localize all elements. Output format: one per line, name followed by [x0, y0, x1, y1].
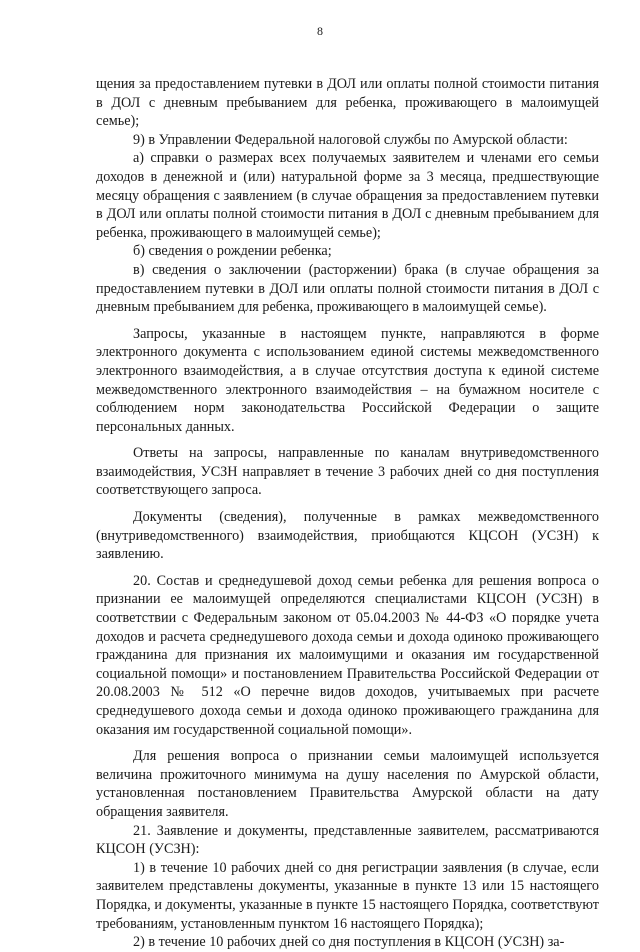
paragraph-requests: Запросы, указанные в настоящем пункте, направляются в форме электронного документа с использованием единой системы межведомственного электронного взаимодействия, а в случае отсутствия доступа к единой системе межведомственного электронного взаимодействия – на бумажном носителе с соблюдением норм законодательства Российской Федерации о защите персональных данных. — [96, 325, 599, 435]
paragraph-continuation: щения за предоставлением путевки в ДОЛ или оплаты полной стоимости питания в ДОЛ с дневным пребыванием для ребенка, проживающего в малоимущей семье); — [96, 76, 599, 130]
paragraph-responses: Ответы на запросы, направленные по каналам внутриведомственного взаимодействия, УСЗН направляет в течение 3 рабочих дней со дня поступления соответствующего запроса. — [96, 445, 599, 499]
paragraph-subitem-v: в) сведения о заключении (расторжении) брака (в случае обращения за предоставлением путевки в ДОЛ или оплаты полной стоимости питания в ДОЛ с дневным пребыванием для ребенка, проживающего в малоимущей семье). — [96, 261, 599, 316]
paragraph-subitem-b: б) сведения о рождении ребенка; — [133, 243, 332, 260]
paragraph-item-20: 20. Состав и среднедушевой доход семьи ребенка для решения вопроса о признании ее малоимущей определяются специалистами КЦСОН (УСЗН) в соответствии с Федеральным законом от 05.04.2003 № 44-ФЗ «О порядке учета доходов и расчета среднедушевого дохода семьи и дохода одиноко проживающего гражданина для признания их малоимущими и оказания им государственной социальной помощи» и постановлением Правительства Российской Федерации от 20.08.2003 № 512 «О перечне видов доходов, учитываемых при расчете среднедушевого дохода семьи и дохода одиноко проживающего гражданина для оказания им государственной социальной помощи». — [96, 572, 599, 738]
paragraph-documents: Документы (сведения), полученные в рамках межведомственного (внутриведомственного) взаимодействия, приобщаются КЦСОН (УСЗН) к заявлению. — [96, 509, 599, 563]
paragraph-item-21-1: 1) в течение 10 рабочих дней со дня регистрации заявления (в случае, если заявителем представлены документы, указанные в пункте 13 или 15 настоящего Порядка, и документы, указанные в пункте 15 настоящего Порядка, соответствуют требованиям, установленным пунктом 16 настоящего Порядка); — [96, 859, 599, 932]
paragraph-item-21: 21. Заявление и документы, представленные заявителем, рассматриваются КЦСОН (УСЗН): — [96, 822, 599, 858]
paragraph-subitem-a: а) справки о размерах всех получаемых заявителем и членами его семьи доходов в денежной и (или) натуральной форме за 3 месяца, предшествующие месяцу обращения с заявлением (в случае обращения за предоставлением путевки в ДОЛ или оплаты полной стоимости питания в ДОЛ с дневным пребыванием для ребенка, проживающего в малоимущей семье); — [96, 150, 599, 241]
paragraph-subsistence-minimum: Для решения вопроса о признании семьи малоимущей используется величина прожиточного минимума на душу населения по Амурской области, установленная постановлением Правительства Амурской области на дату обращения заявителя. — [96, 748, 599, 820]
document-body — [96, 75, 599, 952]
paragraph-item-9: 9) в Управлении Федеральной налоговой службы по Амурской области: — [133, 131, 568, 148]
paragraph-item-21-2: 2) в течение 10 рабочих дней со дня поступления в КЦСОН (УСЗН) за- — [133, 934, 565, 951]
page-number: 8 — [317, 24, 323, 38]
